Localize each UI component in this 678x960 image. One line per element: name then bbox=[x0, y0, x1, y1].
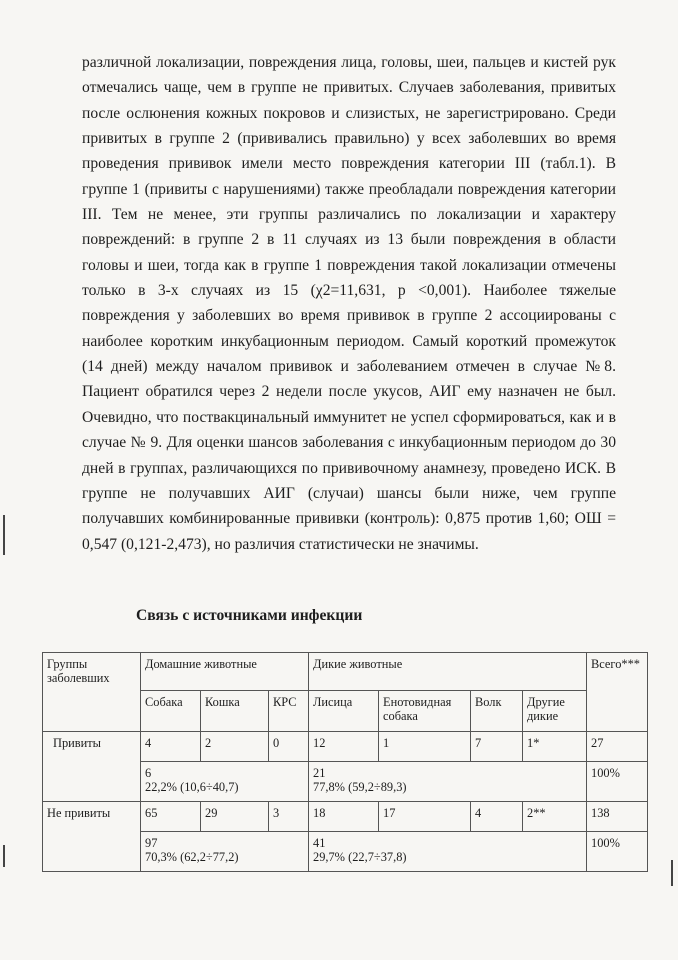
cell-vaccinated-total: 27 bbox=[587, 732, 648, 762]
cell-vaccinated-total-pct: 100% bbox=[587, 762, 648, 802]
cell-vaccinated-krs: 0 bbox=[269, 732, 309, 762]
table-header-row bbox=[43, 653, 648, 691]
table-row-vaccinated bbox=[43, 732, 648, 762]
scan-edge-mark-lower bbox=[3, 845, 5, 867]
subheader-raccoon: Енотовидная собака bbox=[379, 691, 471, 732]
cell-unvaccinated-other: 2** bbox=[523, 802, 587, 832]
cell-unvaccinated-domestic-summary bbox=[141, 832, 309, 872]
header-total: Всего*** bbox=[587, 653, 648, 732]
vaccinated-domestic-sum: 6 bbox=[145, 766, 152, 780]
subheader-dog: Собака bbox=[141, 691, 201, 732]
scan-edge-mark-right bbox=[671, 860, 673, 886]
section-heading: Связь с источниками инфекции bbox=[136, 607, 363, 624]
cell-unvaccinated-cat: 29 bbox=[201, 802, 269, 832]
body-paragraph: различной локализации, повреждения лица, головы, шеи, пальцев и кистей рук отмечались чаще, чем в группе не привитых. Случаев заболевания, привитых после ослюнения кожных покровов и слизистых, не зарегистрировано. Среди привитых в группе 2 (прививались правильно) у всех заболевших во время проведения прививок имели место повреждения категории III (табл.1). В группе 1 (привиты с нарушениями) также преобладали повреждения категории III. Тем не менее, эти группы различались по локализации и характеру повреждений: в группе 2 в 11 случаях из 13 были повреждения в области головы и шеи, тогда как в группе 1 повреждения такой локализации отмечены только в 3-х случаях из 15 (χ2=11,631, р <0,001). Наиболее тяжелые повреждения у заболевших во время прививок в группе 2 ассоциированы с наиболее коротким инкубационным периодом. Самый короткий промежуток (14 дней) между началом прививок и заболеванием отмечен в случае №8. Пациент обратился через 2 недели после укусов, АИГ ему назначен не был. Очевидно, что поствакцинальный иммунитет не успел сформироваться, как и в случае № 9. Для оценки шансов заболевания с инкубационным периодом до 30 дней в группах, различающихся по прививочному анамнезу, проведено ИСК. В группе не получавших АИГ (случаи) шансы были ниже, чем группе получавших комбинированные прививки (контроль): 0,875 против 1,60; ОШ = 0,547 (0,121-2,473), но различия статистически не значимы. bbox=[82, 54, 616, 553]
cell-unvaccinated-krs: 3 bbox=[269, 802, 309, 832]
cell-vaccinated-other: 1* bbox=[523, 732, 587, 762]
subheader-other: Другие дикие bbox=[523, 691, 587, 732]
cell-unvaccinated-wolf: 4 bbox=[471, 802, 523, 832]
row-label-unvaccinated: Не привиты bbox=[43, 802, 141, 872]
header-domestic: Домашние животные bbox=[141, 653, 309, 691]
cell-vaccinated-cat: 2 bbox=[201, 732, 269, 762]
cell-vaccinated-raccoon: 1 bbox=[379, 732, 471, 762]
cell-vaccinated-wild-summary bbox=[309, 762, 587, 802]
row-label-vaccinated: Привиты bbox=[43, 732, 141, 802]
cell-unvaccinated-total: 138 bbox=[587, 802, 648, 832]
cell-unvaccinated-dog: 65 bbox=[141, 802, 201, 832]
unvaccinated-wild-sum: 41 bbox=[313, 836, 326, 850]
cell-vaccinated-dog: 4 bbox=[141, 732, 201, 762]
vaccinated-domestic-pct: 22,2% (10,6÷40,7) bbox=[145, 780, 239, 794]
cell-vaccinated-wolf: 7 bbox=[471, 732, 523, 762]
subheader-cat: Кошка bbox=[201, 691, 269, 732]
subheader-fox: Лисица bbox=[309, 691, 379, 732]
cell-vaccinated-domestic-summary bbox=[141, 762, 309, 802]
scan-edge-mark bbox=[3, 515, 5, 555]
vaccinated-wild-pct: 77,8% (59,2÷89,3) bbox=[313, 780, 407, 794]
unvaccinated-wild-pct: 29,7% (22,7÷37,8) bbox=[313, 850, 407, 864]
cell-unvaccinated-raccoon: 17 bbox=[379, 802, 471, 832]
subheader-wolf: Волк bbox=[471, 691, 523, 732]
header-groups: Группы заболевших bbox=[43, 653, 141, 732]
cell-unvaccinated-total-pct: 100% bbox=[587, 832, 648, 872]
unvaccinated-domestic-pct: 70,3% (62,2÷77,2) bbox=[145, 850, 239, 864]
subheader-krs: КРС bbox=[269, 691, 309, 732]
cell-unvaccinated-fox: 18 bbox=[309, 802, 379, 832]
table-row-unvaccinated bbox=[43, 802, 648, 832]
infection-sources-table bbox=[42, 652, 648, 872]
cell-vaccinated-fox: 12 bbox=[309, 732, 379, 762]
unvaccinated-domestic-sum: 97 bbox=[145, 836, 158, 850]
header-wild: Дикие животные bbox=[309, 653, 587, 691]
vaccinated-wild-sum: 21 bbox=[313, 766, 326, 780]
cell-unvaccinated-wild-summary bbox=[309, 832, 587, 872]
